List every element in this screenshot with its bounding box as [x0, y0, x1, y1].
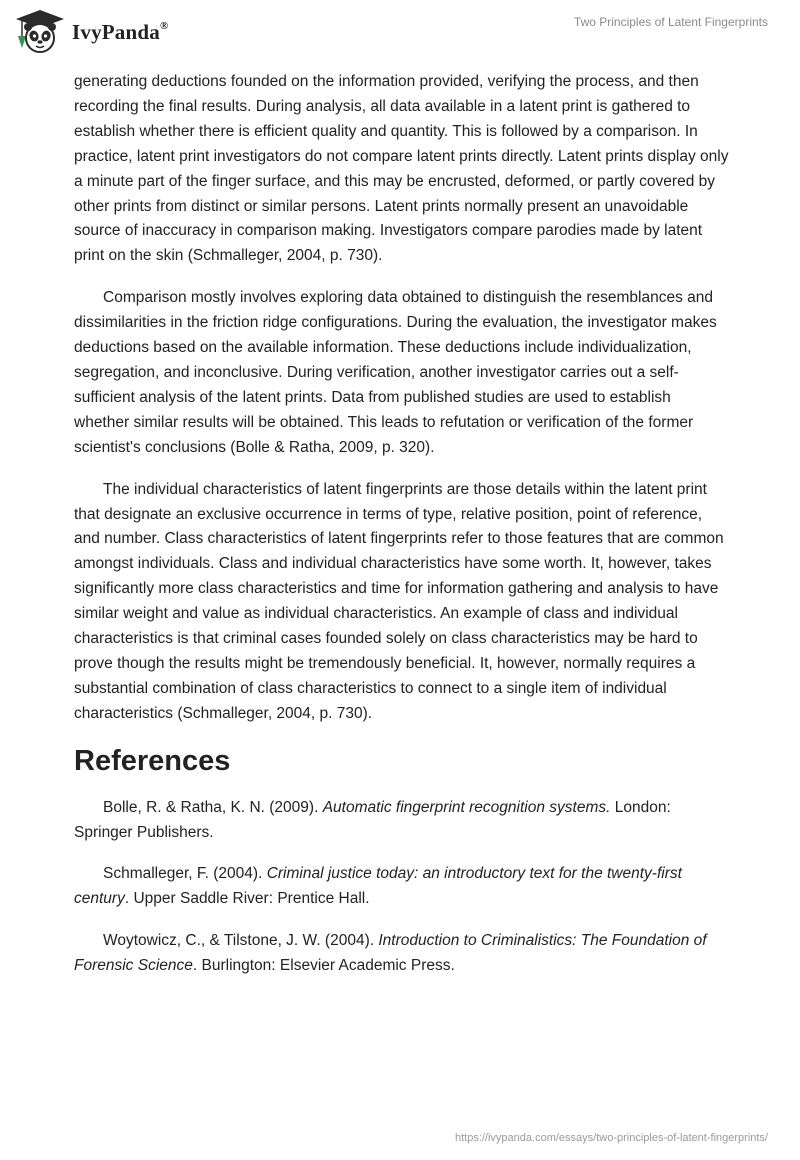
document-title: Two Principles of Latent Fingerprints — [573, 15, 768, 29]
panda-graduate-icon — [14, 8, 66, 54]
body-paragraph: The individual characteristics of latent fingerprints are those details within the latent print that designate an exclusive occurrence in terms of type, relative position, point of reference, and number. Class characteristics of latent fingerprints refer to those features that are common amongst individuals. Class and individual characteristics have some worth. It, however, takes significantly more class characteristics and time for information gathering and analysis to have similar weight and value as individual characteristics. An example of class and individual characteristics is that criminal cases founded solely on class characteristics may be hard to prove though the results might be tremendously beneficial. It, however, normally requires a substantial combination of class characteristics to connect to a single item of individual characteristics (Schmalleger, 2004, p. 730). — [74, 480, 724, 722]
essay-content — [74, 70, 730, 996]
reference-title: Automatic fingerprint recognition systems. — [322, 798, 611, 816]
body-paragraph: generating deductions founded on the information provided, verifying the process, and then recording the final results. During analysis, all data available in a latent print is gathered to establish whether there is efficient quality and quantity. This is followed by a comparison. In practice, latent print investigators do not compare latent prints directly. Latent prints display only a minute part of the finger surface, and this may be encrusted, deformed, or partly covered by other prints from distinct or similar persons. Latent prints normally present an unavoidable source of inaccuracy in comparison making. Investigators compare parodies made by latent print on the skin (Schmalleger, 2004, p. 730). — [74, 73, 729, 265]
brand-name: IvyPanda® — [72, 19, 169, 44]
reference-item: Woytowicz, C., & Tilstone, J. W. (2004). Introduction to Criminalistics: The Foundation of Forensic Science. Burlington: Elsevier Academic Press. — [74, 932, 707, 975]
reference-title: Criminal justice today: an introductory text for the twenty-first century — [74, 865, 682, 908]
reference-title: Introduction to Criminalistics: The Foundation of Forensic Science — [74, 932, 707, 975]
references-heading: References — [74, 744, 231, 777]
reference-item: Bolle, R. & Ratha, K. N. (2009). Automatic fingerprint recognition systems. London: Springer Publishers. — [74, 798, 671, 841]
source-url-link[interactable]: https://ivypanda.com/essays/two-principles-of-latent-fingerprints/ — [454, 1132, 768, 1144]
reference-item: Schmalleger, F. (2004). Criminal justice today: an introductory text for the twenty-first century. Upper Saddle River: Prentice Hall. — [74, 865, 682, 908]
ivypanda-logo[interactable] — [14, 8, 168, 54]
page-header — [0, 0, 800, 66]
body-paragraph: Comparison mostly involves exploring data obtained to distinguish the resemblances and dissimilarities in the friction ridge configurations. During the evaluation, the investigator makes deductions based on the available information. These deductions include individualization, segregation, and inconclusive. During verification, another investigator carries out a self-sufficient analysis of the latent prints. Data from published studies are used to establish whether similar results will be obtained. This leads to refutation or verification of the former scientist's conclusions (Bolle & Ratha, 2009, p. 320). — [74, 289, 717, 456]
